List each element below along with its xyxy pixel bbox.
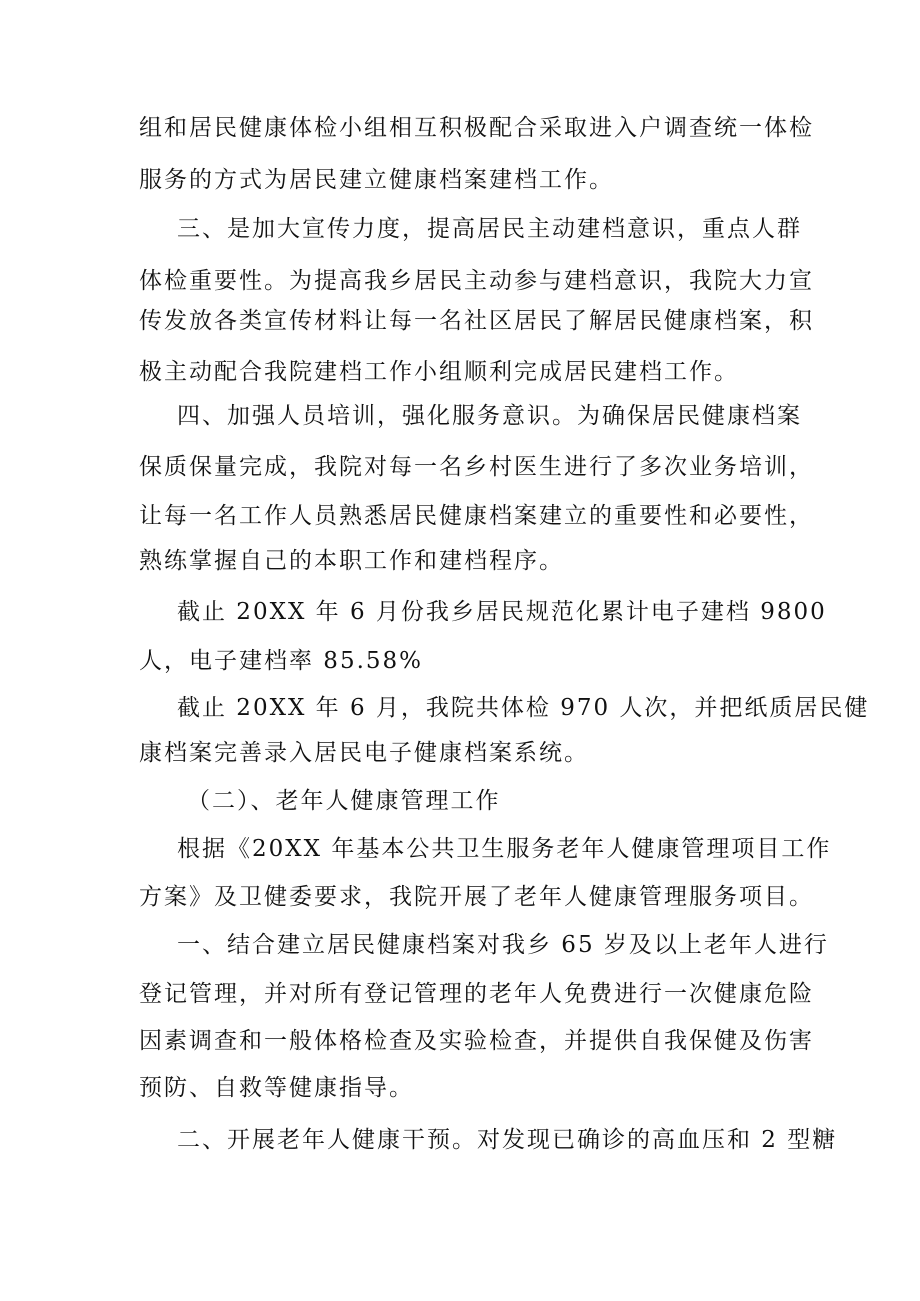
text-line: 让每一名工作人员熟悉居民健康档案建立的重要性和必要性， — [139, 503, 814, 529]
text-line: 熟练掌握自己的本职工作和建档程序。 — [139, 548, 564, 574]
text-line: 一、结合建立居民健康档案对我乡 65 岁及以上老年人进行 — [177, 932, 829, 958]
text-line: 康档案完善录入居民电子健康档案系统。 — [139, 740, 589, 766]
text-line: 截止 20XX 年 6 月份我乡居民规范化累计电子建档 9800 — [177, 599, 827, 625]
text-line: 保质保量完成，我院对每一名乡村医生进行了多次业务培训， — [139, 454, 814, 480]
text-line: 组和居民健康体检小组相互积极配合采取进入户调查统一体检 — [139, 115, 814, 141]
text-line: 截止 20XX 年 6 月，我院共体检 970 人次，并把纸质居民健 — [177, 695, 870, 721]
text-line: 方案》及卫健委要求，我院开展了老年人健康管理服务项目。 — [139, 884, 814, 910]
text-line: 三、是加大宣传力度，提高居民主动建档意识，重点人群 — [177, 216, 802, 242]
text-line: 二、开展老年人健康干预。对发现已确诊的高血压和 2 型糖 — [177, 1127, 838, 1153]
text-line: 因素调查和一般体格检查及实验检查，并提供自我保健及伤害 — [139, 1028, 814, 1054]
text-line: 极主动配合我院建档工作小组顺利完成居民建档工作。 — [139, 359, 739, 385]
text-line: 四、加强人员培训，强化服务意识。为确保居民健康档案 — [177, 403, 802, 429]
text-line: 传发放各类宣传材料让每一名社区居民了解居民健康档案，积 — [139, 308, 814, 334]
text-line: 登记管理，并对所有登记管理的老年人免费进行一次健康危险 — [139, 981, 814, 1007]
text-line: 服务的方式为居民建立健康档案建档工作。 — [139, 167, 614, 193]
text-line: 体检重要性。为提高我乡居民主动参与建档意识，我院大力宣 — [139, 268, 814, 294]
text-line: 根据《20XX 年基本公共卫生服务老年人健康管理项目工作 — [177, 836, 832, 862]
text-line: 人，电子建档率 85.58% — [139, 648, 424, 674]
text-line: 预防、自救等健康指导。 — [139, 1075, 414, 1101]
section-heading: （二）、老年人健康管理工作 — [187, 788, 501, 814]
